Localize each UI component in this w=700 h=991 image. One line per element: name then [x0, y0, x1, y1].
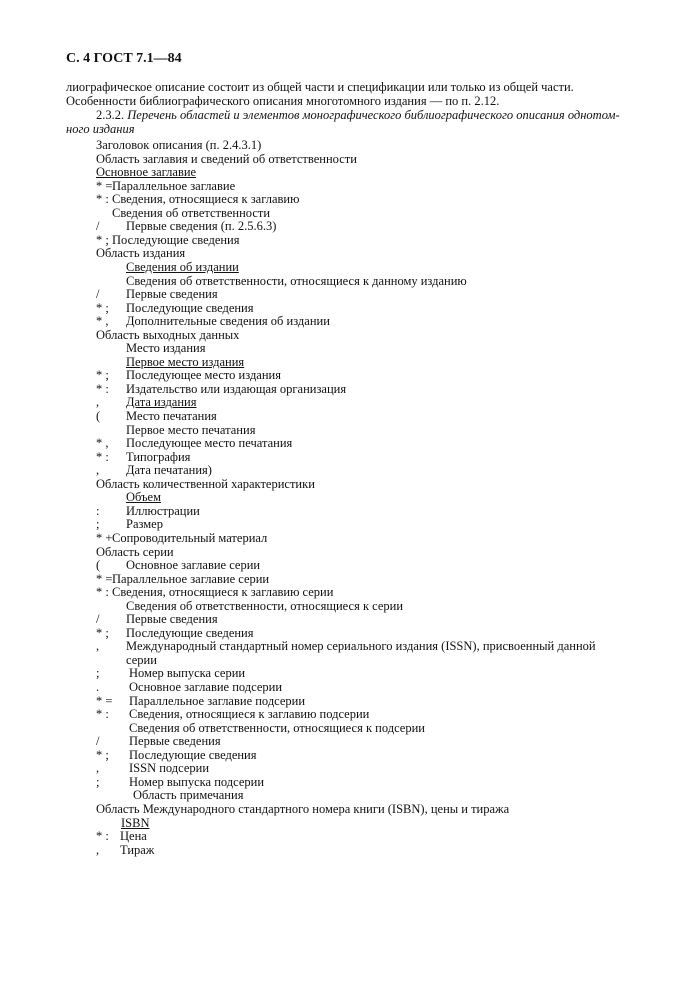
entry-text: ISSN подсерии: [129, 761, 210, 776]
entry-text: Место издания: [126, 341, 206, 356]
entry-text: Сведения об ответственности, относящиеся к серии: [126, 598, 404, 613]
entry-text: серии: [126, 652, 157, 667]
entry-text: Номер выпуска подсерии: [129, 774, 265, 789]
entry-text: Дата издания: [126, 395, 197, 410]
entry-mark: * ,: [96, 436, 109, 451]
section-heading: [96, 108, 620, 123]
entry-mark: /: [96, 734, 100, 749]
entry-text: Сведения, относящиеся к заглавию серии: [112, 585, 334, 600]
entry-text: Область издания: [96, 246, 186, 261]
entry-text: Дата печатания): [126, 463, 212, 478]
entry-text: Основное заглавие серии: [126, 558, 261, 573]
entry-text: Международный стандартный номер сериального издания (ISSN), присвоенный данной: [126, 639, 596, 654]
entry-mark: ,: [96, 395, 100, 410]
entry-text: Область серии: [96, 544, 174, 559]
entry-text: Первые сведения (п. 2.5.6.3): [126, 219, 277, 234]
entry-text: Область заглавия и сведений об ответственности: [96, 151, 357, 166]
entry-text: Размер: [126, 517, 163, 532]
entry-text: Основное заглавие: [96, 165, 197, 180]
entry-text: Сведения об ответственности, относящиеся к подсерии: [129, 720, 425, 735]
entry-text: Параллельное заглавие подсерии: [129, 693, 306, 708]
entry-text: Номер выпуска серии: [129, 666, 246, 681]
entry-text: Последующее место печатания: [126, 436, 293, 451]
entry-text: Цена: [120, 829, 147, 844]
entry-mark: (: [96, 409, 101, 423]
entry-mark: ,: [96, 842, 100, 857]
entry-mark: (: [96, 558, 101, 573]
entry-mark: * =: [96, 178, 113, 193]
entry-text: Сведения об ответственности: [112, 205, 271, 220]
entry-mark: * +: [96, 530, 113, 545]
entry-text: Издательство или издающая организация: [126, 381, 347, 396]
entry-text: ISBN: [121, 815, 150, 830]
entry-text: Последующие сведения: [126, 625, 254, 640]
entry-text: Сведения об издании: [126, 259, 239, 274]
entry-text: Первое место печатания: [126, 422, 256, 437]
entry-text: Последующие сведения: [126, 300, 254, 315]
entry-mark: ,: [96, 761, 100, 776]
entry-mark: * =: [96, 693, 113, 708]
entry-mark: * :: [96, 585, 109, 600]
entry-text: Сведения, относящиеся к заглавию подсерии: [129, 707, 370, 722]
entry-mark: /: [96, 287, 100, 302]
entry-mark: ,: [96, 639, 100, 654]
entry-text: Параллельное заглавие: [112, 178, 236, 193]
entry-mark: * ;: [96, 747, 109, 762]
entry-text: Сопроводительный материал: [112, 530, 268, 545]
section-number: 2.3.2.: [96, 108, 125, 122]
entry-text: Область примечания: [133, 788, 244, 803]
entry-mark: * ;: [96, 625, 109, 640]
entry-text: Параллельное заглавие серии: [112, 571, 270, 586]
entry-mark: ,: [96, 463, 100, 478]
intro-line-1: лиографическое описание состоит из общей части и спецификации или только из общей части.: [66, 80, 574, 94]
entry-mark: * :: [96, 449, 109, 464]
entry-text: Тираж: [120, 842, 155, 857]
entry-mark: * ;: [96, 368, 109, 383]
entry-mark: * ;: [96, 232, 109, 247]
entry-mark: .: [96, 680, 100, 694]
page-header: С. 4 ГОСТ 7.1—84: [66, 51, 182, 66]
intro-line-2: Особенности библиографического описания многотомного издания — по п. 2.12.: [66, 94, 500, 108]
entry-text: Первые сведения: [129, 734, 221, 749]
entry-mark: :: [96, 503, 100, 518]
entry-mark: * ;: [96, 300, 109, 315]
entry-text: Область выходных данных: [96, 327, 240, 342]
entry-mark: ;: [96, 666, 100, 681]
entry-text: Заголовок описания (п. 2.4.3.1): [96, 138, 262, 152]
entry-text: Типография: [126, 449, 191, 464]
entry-text: Первые сведения: [126, 612, 218, 627]
entry-text: Область количественной характеристики: [96, 476, 315, 491]
entry-text: Первые сведения: [126, 287, 218, 302]
entry-text: Иллюстрации: [126, 503, 200, 518]
entry-mark: * :: [96, 707, 109, 722]
entry-mark: ;: [96, 517, 100, 532]
entry-text: Основное заглавие подсерии: [129, 680, 283, 694]
section-title-part-2: ного издания: [66, 122, 135, 136]
entry-text: Область Международного стандартного номера книги (ISBN), цены и тиража: [96, 801, 510, 816]
entry-text: Объем: [126, 490, 161, 505]
entry-text: Последующие сведения: [129, 747, 257, 762]
entry-mark: ;: [96, 774, 100, 789]
entry-text: Последующие сведения: [112, 232, 240, 247]
entry-text: Сведения об ответственности, относящиеся к данному изданию: [126, 273, 467, 288]
entry-text: Место печатания: [126, 409, 217, 423]
entry-mark: /: [96, 219, 100, 234]
entry-text: Сведения, относящиеся к заглавию: [112, 192, 300, 207]
entry-text: Последующее место издания: [126, 368, 281, 383]
entry-mark: * :: [96, 381, 109, 396]
entry-text: Первое место издания: [126, 354, 245, 369]
entry-mark: * =: [96, 571, 113, 586]
entry-mark: /: [96, 612, 100, 627]
entry-mark: * :: [96, 192, 109, 207]
entry-mark: * ,: [96, 314, 109, 329]
entry-text: Дополнительные сведения об издании: [126, 314, 330, 329]
entry-mark: * :: [96, 829, 109, 844]
section-title-part-1: Перечень областей и элементов монографического библиографического описания однотом-: [127, 108, 620, 122]
